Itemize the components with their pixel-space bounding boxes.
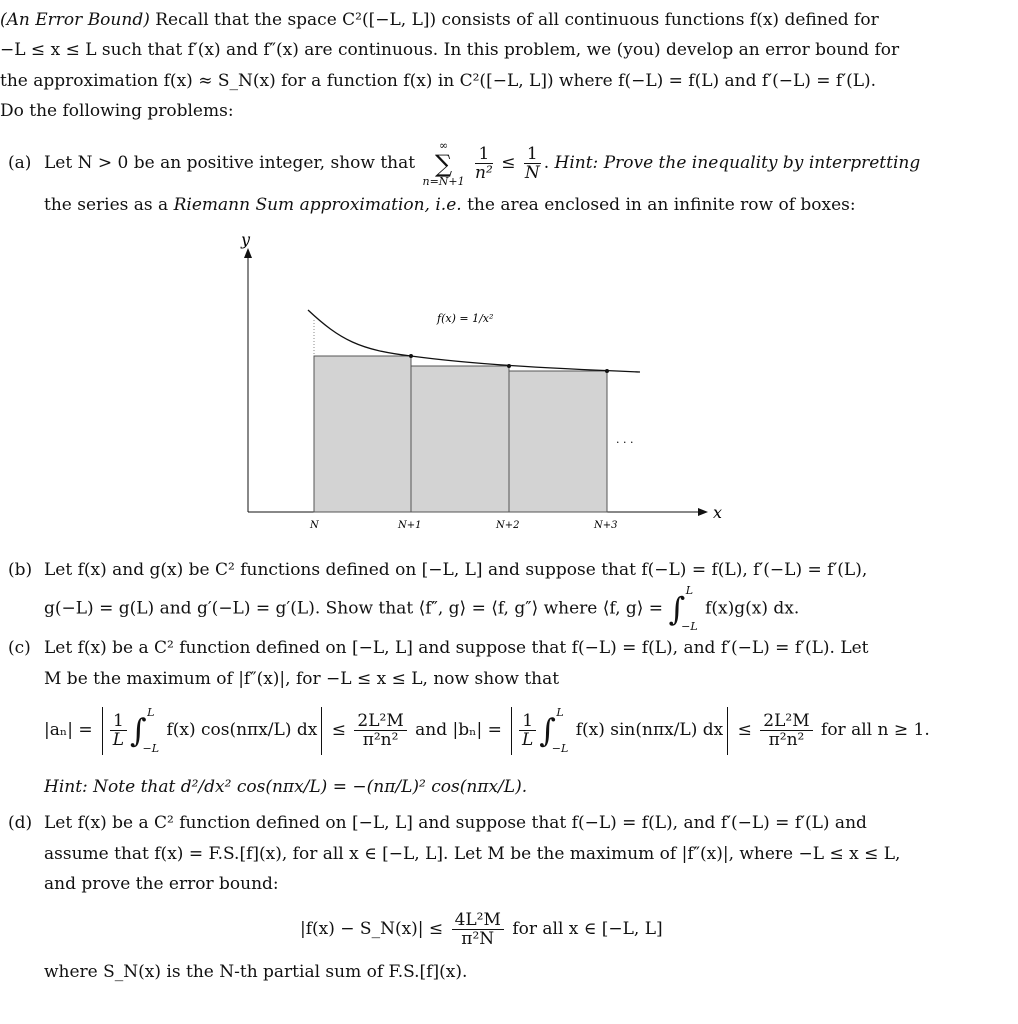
curve-point bbox=[409, 354, 413, 358]
y-axis-label: y bbox=[241, 230, 251, 249]
int-lower: −L bbox=[142, 741, 160, 755]
error-lhs: |f(x) − S_N(x)| ≤ bbox=[300, 919, 444, 939]
leq-symbol: ≤ bbox=[501, 153, 516, 173]
frac-num: 2L²M bbox=[354, 712, 406, 731]
frac-num: 1 bbox=[475, 145, 493, 164]
part-d-line-4: where S_N(x) is the N-th partial sum of F.S.[f](x). bbox=[44, 962, 468, 982]
frac-den: π²n² bbox=[362, 730, 399, 750]
part-a-label: (a) bbox=[8, 153, 32, 173]
part-c-display: |aₙ| = $\frac{1}{L}$ ∫ L −L f(x) cos(nπx/L) dx ≤ $\frac{\text{2L²M}}{\text{π²n²}}$ and |bₙ| = $\frac{1}{L}$ ∫ L −L f(x) sin(nπx/L) dx ≤ $\frac{\text{2L²M}}{\text{π²n²}}$ for all n ≥ 1. bbox=[44, 705, 930, 755]
integral-limits bbox=[143, 706, 160, 756]
part-d-line-3: and prove the error bound: bbox=[44, 874, 279, 894]
part-d-label: (d) bbox=[8, 813, 33, 833]
intro-line-3: the approximation f(x) ≈ S_N(x) for a function f(x) in C²([−L, L]) where f(−L) = f(L) and f′(−L) = f′(L). bbox=[0, 71, 877, 91]
integral-limits bbox=[552, 706, 569, 756]
abs-bar bbox=[321, 707, 322, 755]
part-c-line-2: M be the maximum of |f″(x)|, for −L ≤ x ≤ L, now show that bbox=[44, 669, 560, 689]
part-c-label: (c) bbox=[8, 638, 31, 658]
frac-num: 4L²M bbox=[452, 911, 504, 930]
riemann-box-3 bbox=[509, 371, 607, 512]
integral-sign: ∫ bbox=[668, 590, 686, 628]
frac-num: 2L²M bbox=[760, 712, 812, 731]
frac-den: N bbox=[524, 163, 540, 183]
tick-label-N: N bbox=[310, 520, 319, 531]
problem-title: (An Error Bound) bbox=[0, 10, 150, 30]
continuation-dots: · · · bbox=[616, 436, 634, 449]
part-a-hint: Hint: Prove the inequality by interpretting bbox=[554, 153, 921, 173]
curve-point bbox=[605, 369, 609, 373]
tick-label-N3: N+3 bbox=[594, 520, 618, 531]
abs-bar bbox=[511, 707, 512, 755]
a-n-lhs: |aₙ| = bbox=[44, 720, 93, 740]
riemann-box-2 bbox=[411, 366, 509, 512]
sum-lower: n=N+1 bbox=[422, 174, 465, 188]
frac-den: L bbox=[522, 730, 534, 750]
tick-label-N1: N+1 bbox=[398, 520, 422, 531]
part-a-text-2a: the series as a bbox=[44, 195, 169, 215]
and-word: and bbox=[415, 720, 448, 740]
part-b-text-2-end: f(x)g(x) dx. bbox=[705, 598, 800, 619]
bound-fraction bbox=[354, 712, 406, 749]
part-c-line-1: Let f(x) be a C² function defined on [−L, L] and suppose that f(−L) = f(L), and f′(−L) = f′(L). Let bbox=[44, 638, 869, 658]
int-upper: L bbox=[556, 705, 564, 719]
int-upper: L bbox=[147, 705, 155, 719]
int-lower: −L bbox=[681, 620, 698, 633]
frac-num: 1 bbox=[519, 712, 536, 731]
part-b-line-2 bbox=[44, 584, 799, 634]
error-bound-display bbox=[300, 903, 663, 955]
intro-line-4: Do the following problems: bbox=[0, 101, 234, 121]
abs-bar bbox=[102, 707, 103, 755]
integral-limits bbox=[681, 584, 698, 634]
error-rhs: for all x ∈ [−L, L] bbox=[512, 919, 663, 939]
part-b-label: (b) bbox=[8, 560, 33, 580]
part-a-text-2c: the area enclosed in an infinite row of boxes: bbox=[467, 195, 856, 215]
part-a-text-2b: Riemann Sum approximation, i.e. bbox=[173, 195, 462, 215]
b-n-lhs: |bₙ| = bbox=[452, 720, 502, 740]
riemann-box-1 bbox=[314, 356, 411, 512]
curve-label: f(x) = 1/x² bbox=[437, 312, 494, 325]
x-axis-arrow bbox=[698, 508, 708, 516]
intro-text-1: Recall that the space C²([−L, L]) consists of all continuous functions f(x) defined for bbox=[155, 10, 879, 30]
frac-num: 1 bbox=[524, 145, 541, 164]
cos-integrand: f(x) cos(nπx/L) dx bbox=[166, 720, 318, 740]
y-axis-arrow bbox=[244, 248, 252, 258]
intro-line-2: −L ≤ x ≤ L such that f′(x) and f″(x) are continuous. In this problem, we (you) develop an error bound for bbox=[0, 40, 900, 60]
fraction-1-over-L bbox=[110, 712, 127, 749]
frac-den: n² bbox=[475, 163, 493, 183]
part-d-line-1: Let f(x) be a C² function defined on [−L, L] and suppose that f(−L) = f(L), and f′(−L) = f′(L) and bbox=[44, 813, 867, 833]
part-b-text-2: g(−L) = g(L) and g′(−L) = g′(L). Show that ⟨f″, g⟩ = ⟨f, g″⟩ where ⟨f, g⟩ = bbox=[44, 598, 664, 619]
bound-fraction bbox=[760, 712, 812, 749]
sigma-symbol: ∑ bbox=[434, 149, 453, 178]
curve-point bbox=[507, 364, 511, 368]
int-upper: L bbox=[685, 584, 694, 597]
frac-den: π²N bbox=[461, 929, 495, 949]
abs-bar bbox=[727, 707, 728, 755]
fraction-1-over-L bbox=[519, 712, 536, 749]
part-b-line-1: Let f(x) and g(x) be C² functions defined on [−L, L] and suppose that f(−L) = f(L), f′(−L) = f′(L), bbox=[44, 560, 868, 580]
frac-den: L bbox=[112, 730, 125, 750]
integral-sign: ∫ bbox=[129, 711, 147, 750]
part-c-hint-text: Hint: Note that d²/dx² cos(nπx/L) = −(nπ/L)² cos(nπx/L). bbox=[44, 777, 528, 797]
frac-num: 1 bbox=[110, 712, 127, 731]
error-bound-fraction bbox=[452, 911, 504, 948]
part-d-line-2: assume that f(x) = F.S.[f](x), for all x ∈ [−L, L]. Let M be the maximum of |f″(x)|, where −L ≤ x ≤ L, bbox=[44, 844, 901, 864]
x-axis-label: x bbox=[713, 503, 723, 522]
sum-upper: ∞ bbox=[438, 138, 449, 152]
part-a-line-1: Let N > 0 be an positive integer, show that ∞ ∑ n=N+1 $\frac{1}{\text{n²}}$ ≤ $\frac{1}{N}$ . Hint: Prove the inequality by interpretting bbox=[44, 138, 921, 188]
tick-label-N2: N+2 bbox=[496, 520, 520, 531]
int-lower: −L bbox=[551, 741, 569, 755]
for-all-n: for all n ≥ 1. bbox=[821, 720, 930, 740]
part-c-hint bbox=[44, 776, 527, 798]
integral-sign: ∫ bbox=[539, 711, 556, 750]
part-a-text-1: Let N > 0 be an positive integer, show that bbox=[44, 153, 416, 173]
frac-den: π²n² bbox=[768, 730, 805, 750]
sin-integrand: f(x) sin(nπx/L) dx bbox=[575, 720, 724, 740]
